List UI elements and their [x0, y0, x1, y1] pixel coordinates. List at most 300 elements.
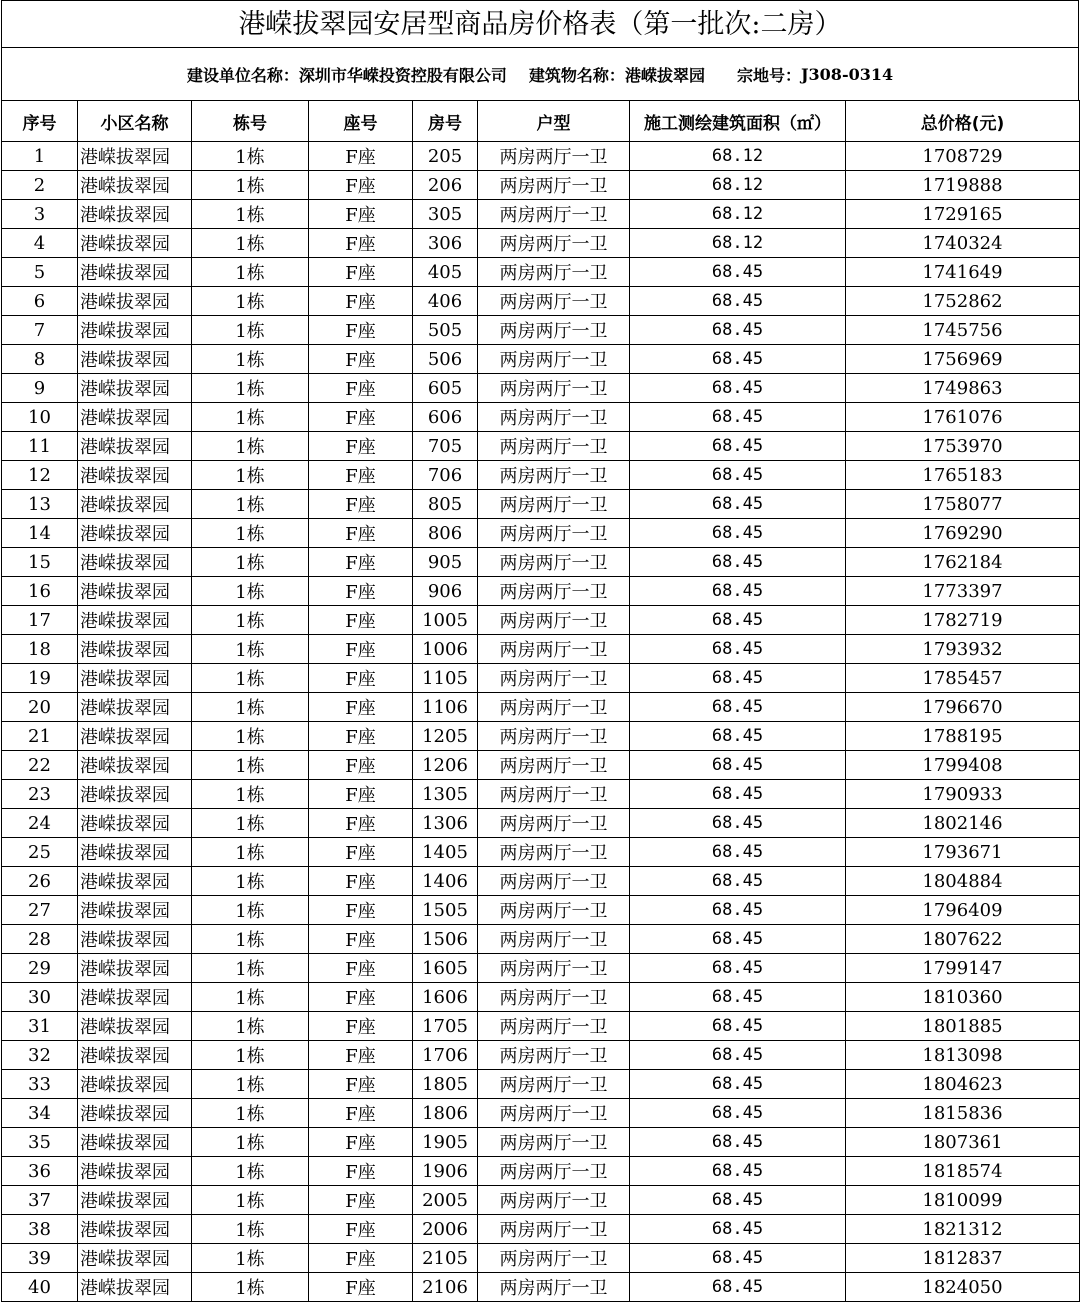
- cell-community: 港嵘拔翠园: [78, 925, 192, 954]
- table-row: [2, 490, 1080, 519]
- table-row: [2, 200, 1080, 229]
- cell-community: 港嵘拔翠园: [78, 1012, 192, 1041]
- cell-building: 1栋: [192, 461, 309, 490]
- cell-index: 12: [2, 461, 78, 490]
- cell-room: 1505: [413, 896, 478, 925]
- cell-layout: 两房两厅一卫: [478, 664, 630, 693]
- cell-room: 1606: [413, 983, 478, 1012]
- cell-total-price: 1824050: [846, 1273, 1080, 1302]
- cell-block: F座: [309, 432, 413, 461]
- cell-block: F座: [309, 867, 413, 896]
- cell-total-price: 1741649: [846, 258, 1080, 287]
- cell-area: 68.45: [630, 1186, 846, 1215]
- cell-total-price: 1801885: [846, 1012, 1080, 1041]
- cell-community: 港嵘拔翠园: [78, 229, 192, 258]
- cell-building: 1栋: [192, 635, 309, 664]
- table-row: [2, 925, 1080, 954]
- cell-area: 68.45: [630, 606, 846, 635]
- cell-community: 港嵘拔翠园: [78, 780, 192, 809]
- cell-index: 33: [2, 1070, 78, 1099]
- cell-area: 68.45: [630, 258, 846, 287]
- cell-index: 36: [2, 1157, 78, 1186]
- cell-total-price: 1810360: [846, 983, 1080, 1012]
- cell-building: 1栋: [192, 490, 309, 519]
- cell-room: 1306: [413, 809, 478, 838]
- cell-building: 1栋: [192, 432, 309, 461]
- cell-block: F座: [309, 171, 413, 200]
- table-row: [2, 954, 1080, 983]
- cell-layout: 两房两厅一卫: [478, 1070, 630, 1099]
- cell-index: 29: [2, 954, 78, 983]
- cell-room: 1205: [413, 722, 478, 751]
- cell-area: 68.45: [630, 1273, 846, 1302]
- cell-index: 40: [2, 1273, 78, 1302]
- cell-index: 37: [2, 1186, 78, 1215]
- cell-area: 68.45: [630, 519, 846, 548]
- table-row: [2, 142, 1080, 171]
- cell-area: 68.45: [630, 1099, 846, 1128]
- cell-building: 1栋: [192, 1186, 309, 1215]
- table-row: [2, 258, 1080, 287]
- cell-community: 港嵘拔翠园: [78, 142, 192, 171]
- cell-area: 68.45: [630, 693, 846, 722]
- cell-total-price: 1752862: [846, 287, 1080, 316]
- cell-building: 1栋: [192, 548, 309, 577]
- cell-area: 68.45: [630, 374, 846, 403]
- cell-index: 1: [2, 142, 78, 171]
- lot-number: J308-0314: [800, 64, 894, 84]
- cell-room: 1005: [413, 606, 478, 635]
- cell-block: F座: [309, 374, 413, 403]
- cell-building: 1栋: [192, 925, 309, 954]
- cell-layout: 两房两厅一卫: [478, 171, 630, 200]
- table-row: [2, 693, 1080, 722]
- cell-block: F座: [309, 1244, 413, 1273]
- cell-room: 505: [413, 316, 478, 345]
- cell-total-price: 1749863: [846, 374, 1080, 403]
- cell-total-price: 1812837: [846, 1244, 1080, 1273]
- cell-area: 68.45: [630, 809, 846, 838]
- table-row: [2, 838, 1080, 867]
- cell-area: 68.45: [630, 461, 846, 490]
- cell-layout: 两房两厅一卫: [478, 345, 630, 374]
- cell-building: 1栋: [192, 867, 309, 896]
- cell-layout: 两房两厅一卫: [478, 809, 630, 838]
- cell-total-price: 1761076: [846, 403, 1080, 432]
- cell-index: 6: [2, 287, 78, 316]
- cell-area: 68.45: [630, 751, 846, 780]
- cell-room: 705: [413, 432, 478, 461]
- cell-building: 1栋: [192, 780, 309, 809]
- table-row: [2, 519, 1080, 548]
- cell-community: 港嵘拔翠园: [78, 664, 192, 693]
- cell-community: 港嵘拔翠园: [78, 838, 192, 867]
- cell-layout: 两房两厅一卫: [478, 287, 630, 316]
- cell-room: 405: [413, 258, 478, 287]
- cell-block: F座: [309, 722, 413, 751]
- cell-total-price: 1762184: [846, 548, 1080, 577]
- cell-room: 1305: [413, 780, 478, 809]
- cell-building: 1栋: [192, 1215, 309, 1244]
- cell-room: 1706: [413, 1041, 478, 1070]
- cell-index: 15: [2, 548, 78, 577]
- cell-block: F座: [309, 519, 413, 548]
- building-label: 建筑物名称：: [528, 65, 625, 85]
- cell-index: 38: [2, 1215, 78, 1244]
- cell-index: 4: [2, 229, 78, 258]
- cell-area: 68.12: [630, 200, 846, 229]
- cell-community: 港嵘拔翠园: [78, 490, 192, 519]
- cell-building: 1栋: [192, 751, 309, 780]
- cell-total-price: 1740324: [846, 229, 1080, 258]
- sheet-title: 港嵘拔翠园安居型商品房价格表（第一批次:二房）: [1, 1, 1079, 48]
- cell-community: 港嵘拔翠园: [78, 954, 192, 983]
- cell-room: 1105: [413, 664, 478, 693]
- cell-community: 港嵘拔翠园: [78, 693, 192, 722]
- cell-block: F座: [309, 925, 413, 954]
- cell-layout: 两房两厅一卫: [478, 867, 630, 896]
- cell-area: 68.45: [630, 635, 846, 664]
- cell-total-price: 1765183: [846, 461, 1080, 490]
- table-row: [2, 664, 1080, 693]
- cell-block: F座: [309, 1157, 413, 1186]
- cell-community: 港嵘拔翠园: [78, 1273, 192, 1302]
- cell-room: 1406: [413, 867, 478, 896]
- table-row: [2, 1128, 1080, 1157]
- cell-area: 68.45: [630, 925, 846, 954]
- cell-total-price: 1815836: [846, 1099, 1080, 1128]
- cell-community: 港嵘拔翠园: [78, 374, 192, 403]
- table-row: [2, 548, 1080, 577]
- cell-building: 1栋: [192, 345, 309, 374]
- cell-total-price: 1810099: [846, 1186, 1080, 1215]
- cell-room: 1905: [413, 1128, 478, 1157]
- cell-index: 18: [2, 635, 78, 664]
- cell-index: 27: [2, 896, 78, 925]
- cell-layout: 两房两厅一卫: [478, 1157, 630, 1186]
- table-row: [2, 1070, 1080, 1099]
- cell-room: 906: [413, 577, 478, 606]
- cell-community: 港嵘拔翠园: [78, 287, 192, 316]
- cell-block: F座: [309, 1215, 413, 1244]
- cell-block: F座: [309, 1099, 413, 1128]
- cell-room: 1405: [413, 838, 478, 867]
- cell-layout: 两房两厅一卫: [478, 548, 630, 577]
- cell-building: 1栋: [192, 1244, 309, 1273]
- cell-layout: 两房两厅一卫: [478, 1215, 630, 1244]
- cell-block: F座: [309, 780, 413, 809]
- cell-room: 1705: [413, 1012, 478, 1041]
- cell-index: 34: [2, 1099, 78, 1128]
- cell-room: 1906: [413, 1157, 478, 1186]
- cell-community: 港嵘拔翠园: [78, 519, 192, 548]
- cell-layout: 两房两厅一卫: [478, 722, 630, 751]
- cell-area: 68.45: [630, 1070, 846, 1099]
- cell-layout: 两房两厅一卫: [478, 519, 630, 548]
- table-row: [2, 316, 1080, 345]
- table-row: [2, 1099, 1080, 1128]
- cell-area: 68.45: [630, 983, 846, 1012]
- cell-index: 20: [2, 693, 78, 722]
- table-row: [2, 606, 1080, 635]
- developer-name: 深圳市华嵘投资控股有限公司: [298, 65, 507, 85]
- cell-area: 68.45: [630, 1157, 846, 1186]
- cell-community: 港嵘拔翠园: [78, 548, 192, 577]
- col-header-building: 栋号: [192, 101, 309, 142]
- lot-label: 宗地号：: [736, 65, 801, 85]
- cell-layout: 两房两厅一卫: [478, 1012, 630, 1041]
- cell-area: 68.45: [630, 954, 846, 983]
- cell-layout: 两房两厅一卫: [478, 635, 630, 664]
- cell-building: 1栋: [192, 287, 309, 316]
- cell-building: 1栋: [192, 1128, 309, 1157]
- table-row: [2, 1186, 1080, 1215]
- cell-index: 26: [2, 867, 78, 896]
- cell-building: 1栋: [192, 838, 309, 867]
- cell-layout: 两房两厅一卫: [478, 490, 630, 519]
- cell-layout: 两房两厅一卫: [478, 1041, 630, 1070]
- cell-area: 68.45: [630, 1244, 846, 1273]
- cell-layout: 两房两厅一卫: [478, 983, 630, 1012]
- table-row: [2, 171, 1080, 200]
- cell-community: 港嵘拔翠园: [78, 983, 192, 1012]
- table-row: [2, 1215, 1080, 1244]
- cell-community: 港嵘拔翠园: [78, 1099, 192, 1128]
- table-row: [2, 345, 1080, 374]
- cell-layout: 两房两厅一卫: [478, 838, 630, 867]
- cell-block: F座: [309, 287, 413, 316]
- cell-building: 1栋: [192, 722, 309, 751]
- cell-room: 506: [413, 345, 478, 374]
- cell-layout: 两房两厅一卫: [478, 577, 630, 606]
- cell-building: 1栋: [192, 1273, 309, 1302]
- cell-layout: 两房两厅一卫: [478, 229, 630, 258]
- cell-total-price: 1790933: [846, 780, 1080, 809]
- cell-room: 905: [413, 548, 478, 577]
- col-header-index: 序号: [2, 101, 78, 142]
- cell-index: 31: [2, 1012, 78, 1041]
- cell-community: 港嵘拔翠园: [78, 1157, 192, 1186]
- cell-block: F座: [309, 983, 413, 1012]
- cell-index: 11: [2, 432, 78, 461]
- cell-index: 10: [2, 403, 78, 432]
- cell-block: F座: [309, 606, 413, 635]
- cell-area: 68.45: [630, 1128, 846, 1157]
- cell-room: 706: [413, 461, 478, 490]
- table-row: [2, 374, 1080, 403]
- cell-index: 25: [2, 838, 78, 867]
- cell-building: 1栋: [192, 664, 309, 693]
- cell-area: 68.45: [630, 664, 846, 693]
- cell-index: 3: [2, 200, 78, 229]
- cell-room: 2006: [413, 1215, 478, 1244]
- cell-area: 68.45: [630, 1215, 846, 1244]
- table-row: [2, 780, 1080, 809]
- cell-index: 2: [2, 171, 78, 200]
- cell-layout: 两房两厅一卫: [478, 461, 630, 490]
- cell-block: F座: [309, 490, 413, 519]
- cell-room: 306: [413, 229, 478, 258]
- cell-area: 68.12: [630, 171, 846, 200]
- cell-block: F座: [309, 142, 413, 171]
- cell-index: 24: [2, 809, 78, 838]
- cell-community: 港嵘拔翠园: [78, 1186, 192, 1215]
- cell-building: 1栋: [192, 1099, 309, 1128]
- cell-block: F座: [309, 200, 413, 229]
- cell-room: 2106: [413, 1273, 478, 1302]
- table-row: [2, 432, 1080, 461]
- table-row: [2, 1157, 1080, 1186]
- cell-community: 港嵘拔翠园: [78, 1070, 192, 1099]
- col-header-block: 座号: [309, 101, 413, 142]
- cell-index: 19: [2, 664, 78, 693]
- cell-index: 23: [2, 780, 78, 809]
- col-header-community: 小区名称: [78, 101, 192, 142]
- project-info: [1, 48, 1079, 100]
- cell-block: F座: [309, 316, 413, 345]
- table-row: [2, 577, 1080, 606]
- cell-index: 7: [2, 316, 78, 345]
- cell-community: 港嵘拔翠园: [78, 867, 192, 896]
- cell-community: 港嵘拔翠园: [78, 200, 192, 229]
- cell-room: 606: [413, 403, 478, 432]
- table-row: [2, 403, 1080, 432]
- cell-total-price: 1796409: [846, 896, 1080, 925]
- cell-total-price: 1769290: [846, 519, 1080, 548]
- cell-building: 1栋: [192, 606, 309, 635]
- cell-total-price: 1813098: [846, 1041, 1080, 1070]
- cell-community: 港嵘拔翠园: [78, 258, 192, 287]
- cell-community: 港嵘拔翠园: [78, 635, 192, 664]
- col-header-area: 施工测绘建筑面积（㎡）: [630, 101, 846, 142]
- cell-layout: 两房两厅一卫: [478, 200, 630, 229]
- cell-room: 605: [413, 374, 478, 403]
- cell-block: F座: [309, 954, 413, 983]
- cell-room: 1106: [413, 693, 478, 722]
- cell-layout: 两房两厅一卫: [478, 1273, 630, 1302]
- table-header-row: [2, 101, 1080, 142]
- cell-total-price: 1745756: [846, 316, 1080, 345]
- cell-community: 港嵘拔翠园: [78, 1244, 192, 1273]
- cell-building: 1栋: [192, 896, 309, 925]
- cell-area: 68.45: [630, 896, 846, 925]
- cell-room: 2005: [413, 1186, 478, 1215]
- cell-total-price: 1799147: [846, 954, 1080, 983]
- cell-total-price: 1719888: [846, 171, 1080, 200]
- cell-block: F座: [309, 1273, 413, 1302]
- cell-community: 港嵘拔翠园: [78, 809, 192, 838]
- cell-total-price: 1804884: [846, 867, 1080, 896]
- cell-community: 港嵘拔翠园: [78, 345, 192, 374]
- cell-community: 港嵘拔翠园: [78, 751, 192, 780]
- cell-block: F座: [309, 577, 413, 606]
- cell-total-price: 1799408: [846, 751, 1080, 780]
- cell-area: 68.45: [630, 490, 846, 519]
- building-name: 港嵘拔翠园: [624, 65, 705, 85]
- cell-total-price: 1821312: [846, 1215, 1080, 1244]
- cell-index: 35: [2, 1128, 78, 1157]
- cell-layout: 两房两厅一卫: [478, 403, 630, 432]
- table-row: [2, 983, 1080, 1012]
- cell-community: 港嵘拔翠园: [78, 403, 192, 432]
- cell-building: 1栋: [192, 1070, 309, 1099]
- cell-room: 1605: [413, 954, 478, 983]
- cell-index: 22: [2, 751, 78, 780]
- cell-building: 1栋: [192, 1041, 309, 1070]
- cell-building: 1栋: [192, 519, 309, 548]
- cell-index: 16: [2, 577, 78, 606]
- cell-block: F座: [309, 461, 413, 490]
- cell-building: 1栋: [192, 809, 309, 838]
- cell-layout: 两房两厅一卫: [478, 751, 630, 780]
- table-row: [2, 1012, 1080, 1041]
- cell-area: 68.45: [630, 867, 846, 896]
- cell-building: 1栋: [192, 374, 309, 403]
- cell-area: 68.45: [630, 577, 846, 606]
- cell-total-price: 1788195: [846, 722, 1080, 751]
- table-row: [2, 1273, 1080, 1302]
- cell-block: F座: [309, 1012, 413, 1041]
- cell-block: F座: [309, 838, 413, 867]
- table-row: [2, 867, 1080, 896]
- cell-area: 68.45: [630, 1012, 846, 1041]
- cell-building: 1栋: [192, 171, 309, 200]
- cell-block: F座: [309, 345, 413, 374]
- cell-index: 21: [2, 722, 78, 751]
- cell-block: F座: [309, 635, 413, 664]
- cell-area: 68.45: [630, 345, 846, 374]
- cell-index: 30: [2, 983, 78, 1012]
- cell-room: 2105: [413, 1244, 478, 1273]
- cell-building: 1栋: [192, 983, 309, 1012]
- cell-total-price: 1804623: [846, 1070, 1080, 1099]
- cell-index: 17: [2, 606, 78, 635]
- cell-community: 港嵘拔翠园: [78, 722, 192, 751]
- col-header-room: 房号: [413, 101, 478, 142]
- cell-community: 港嵘拔翠园: [78, 432, 192, 461]
- cell-total-price: 1773397: [846, 577, 1080, 606]
- developer-label: 建设单位名称：: [186, 65, 299, 85]
- table-row: [2, 751, 1080, 780]
- cell-community: 港嵘拔翠园: [78, 896, 192, 925]
- cell-building: 1栋: [192, 577, 309, 606]
- cell-total-price: 1793671: [846, 838, 1080, 867]
- cell-total-price: 1785457: [846, 664, 1080, 693]
- cell-block: F座: [309, 1186, 413, 1215]
- cell-block: F座: [309, 809, 413, 838]
- cell-block: F座: [309, 693, 413, 722]
- cell-room: 1206: [413, 751, 478, 780]
- cell-community: 港嵘拔翠园: [78, 1128, 192, 1157]
- cell-total-price: 1802146: [846, 809, 1080, 838]
- cell-total-price: 1782719: [846, 606, 1080, 635]
- cell-area: 68.45: [630, 722, 846, 751]
- cell-room: 406: [413, 287, 478, 316]
- cell-area: 68.12: [630, 229, 846, 258]
- cell-layout: 两房两厅一卫: [478, 432, 630, 461]
- cell-block: F座: [309, 751, 413, 780]
- cell-block: F座: [309, 1128, 413, 1157]
- cell-area: 68.12: [630, 142, 846, 171]
- table-row: [2, 896, 1080, 925]
- cell-community: 港嵘拔翠园: [78, 1215, 192, 1244]
- cell-block: F座: [309, 1070, 413, 1099]
- cell-index: 13: [2, 490, 78, 519]
- price-table: [1, 100, 1080, 1302]
- cell-room: 1006: [413, 635, 478, 664]
- col-header-total-price: 总价格(元): [846, 101, 1080, 142]
- cell-room: 206: [413, 171, 478, 200]
